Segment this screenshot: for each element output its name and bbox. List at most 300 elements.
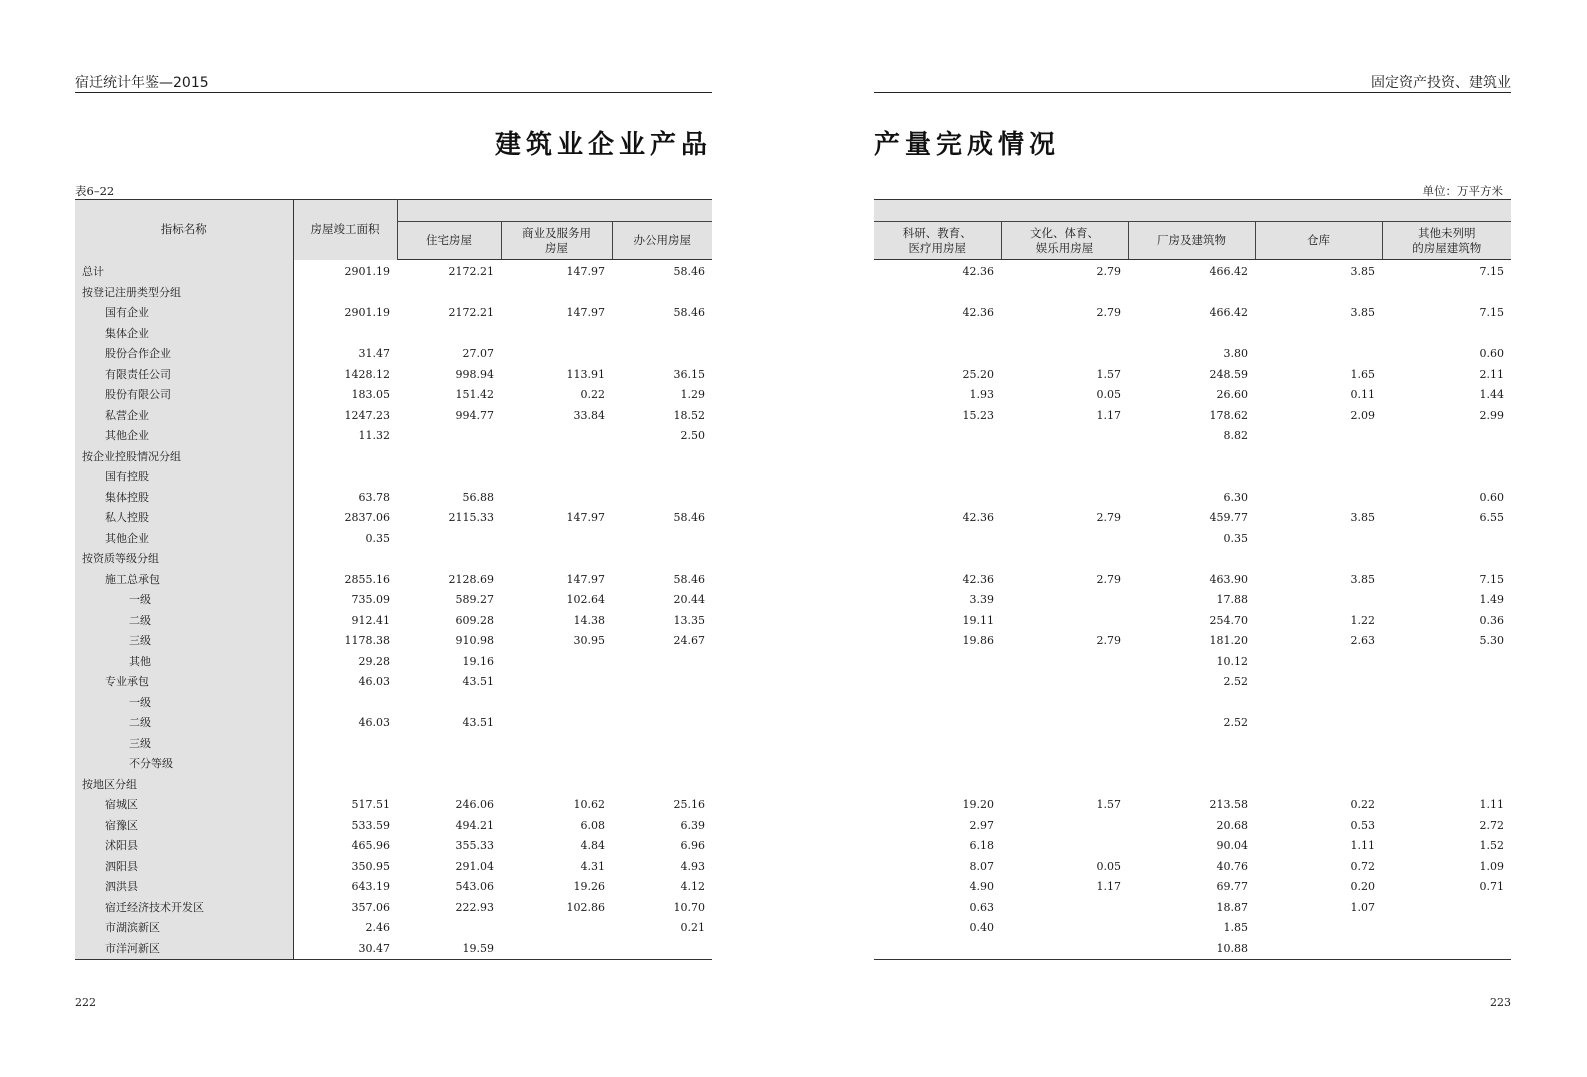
cell-value: 0.60 [1479,347,1504,361]
cell-value [1255,426,1382,447]
header-warehouse: 仓库 [1255,222,1382,260]
cell-value: 2.72 [1479,818,1504,832]
cell-value [1382,283,1511,304]
table-row [75,693,712,714]
cell-value [874,939,1001,960]
cell-value [1001,693,1128,714]
cell-value: 113.91 [566,367,605,381]
cell-value [612,529,712,550]
cell-value: 466.42 [1209,306,1248,320]
cell-value: 58.46 [673,265,706,279]
cell-value: 15.23 [962,408,994,422]
cell-value: 7.15 [1479,265,1504,279]
cell-value [293,754,397,775]
table-row [874,549,1511,570]
cell-value: 46.03 [358,716,390,730]
cell-value: 1.44 [1479,388,1504,402]
cell-value [1001,754,1128,775]
cell-value: 643.19 [351,880,390,894]
cell-value [1382,447,1511,468]
cell-value: 466.42 [1209,265,1248,279]
table-body-left [75,260,712,960]
cell-value [1001,939,1128,960]
table-row [874,898,1511,919]
cell-value [1255,693,1382,714]
left-page [75,0,712,1077]
cell-value: 2115.33 [448,511,494,525]
cell-value [1255,467,1382,488]
cell-value [612,754,712,775]
cell-value: 2128.69 [448,572,494,586]
cell-value [1001,611,1128,632]
table-row [75,734,712,755]
header-residential: 住宅房屋 [397,222,501,260]
row-label: 私营企业 [75,406,293,427]
cell-value [1382,529,1511,550]
row-label: 股份有限公司 [75,385,293,406]
cell-value: 58.46 [673,572,706,586]
cell-value: 1.09 [1479,859,1504,873]
cell-value: 30.47 [358,941,390,955]
cell-value: 1.11 [1479,798,1504,812]
cell-value: 2.11 [1479,367,1504,381]
cell-value: 248.59 [1209,367,1248,381]
cell-value [501,775,612,796]
table-row [874,467,1511,488]
cell-value: 0.40 [969,921,994,935]
row-label: 市洋河新区 [75,939,293,960]
cell-value: 46.03 [358,675,390,689]
table-row [75,836,712,857]
cell-value: 6.96 [680,839,706,853]
cell-value [397,529,501,550]
cell-value: 19.26 [573,880,605,894]
cell-value [1255,734,1382,755]
cell-value [1001,836,1128,857]
table-row [874,283,1511,304]
header-factory: 厂房及建筑物 [1128,222,1255,260]
cell-value [293,734,397,755]
cell-value: 69.77 [1216,880,1248,894]
cell-value: 2.52 [1223,675,1248,689]
cell-value [397,693,501,714]
cell-value [1128,754,1255,775]
cell-value: 11.32 [358,429,390,443]
cell-value [874,775,1001,796]
cell-value [501,344,612,365]
cell-value [1001,447,1128,468]
cell-value [1128,549,1255,570]
cell-value: 0.36 [1479,613,1504,627]
cell-value [1382,713,1511,734]
cell-value [612,652,712,673]
cell-value [1001,488,1128,509]
cell-value: 1247.23 [344,408,390,422]
cell-value [1001,918,1128,939]
cell-value [874,447,1001,468]
table-title-part2: 产量完成情况 [874,130,1061,160]
cell-value: 3.39 [969,593,994,607]
cell-value [397,447,501,468]
table-row [874,631,1511,652]
cell-value [1128,775,1255,796]
header-office: 办公用房屋 [612,222,712,260]
cell-value: 58.46 [673,511,706,525]
cell-value: 2.79 [1096,634,1121,648]
table-row [874,857,1511,878]
cell-value [612,775,712,796]
row-label: 一级 [75,693,293,714]
cell-value: 355.33 [455,839,494,853]
data-table-left [75,199,712,960]
data-table-right [874,199,1511,960]
cell-value [1382,775,1511,796]
cell-value [1255,754,1382,775]
table-row [874,775,1511,796]
cell-value: 463.90 [1209,572,1248,586]
cell-value: 31.47 [358,347,390,361]
cell-value: 17.88 [1216,593,1248,607]
cell-value: 213.58 [1209,798,1248,812]
cell-value: 147.97 [566,511,605,525]
cell-value [1128,283,1255,304]
cell-value: 0.05 [1096,388,1121,402]
table-row [874,611,1511,632]
cell-value [1255,447,1382,468]
cell-value: 517.51 [351,798,390,812]
cell-value: 357.06 [351,900,390,914]
cell-value: 2.99 [1479,408,1504,422]
cell-value: 58.46 [673,306,706,320]
cell-value [1128,467,1255,488]
cell-value: 27.07 [462,347,494,361]
cell-value: 6.08 [580,818,605,832]
cell-value [1255,283,1382,304]
table-row [874,672,1511,693]
cell-value: 735.09 [351,593,390,607]
cell-value [293,447,397,468]
page-number-left: 222 [75,996,96,1009]
table-row [75,713,712,734]
row-label: 集体企业 [75,324,293,345]
table-row [874,652,1511,673]
cell-value [1255,344,1382,365]
cell-value: 8.82 [1223,429,1248,443]
row-label: 三级 [75,631,293,652]
table-row [75,260,712,283]
row-label: 三级 [75,734,293,755]
cell-value [293,283,397,304]
cell-value: 2.50 [680,429,706,443]
cell-value: 147.97 [566,306,605,320]
table-row [75,775,712,796]
cell-value [397,283,501,304]
cell-value [612,488,712,509]
row-label: 股份合作企业 [75,344,293,365]
cell-value [1382,734,1511,755]
cell-value: 254.70 [1209,613,1248,627]
row-label: 泗阳县 [75,857,293,878]
row-label: 按企业控股情况分组 [75,447,293,468]
table-number: 表6–22 [75,184,115,198]
cell-value: 3.85 [1350,511,1375,525]
cell-value [874,652,1001,673]
cell-value [1001,426,1128,447]
cell-value: 178.62 [1209,408,1248,422]
table-row [874,877,1511,898]
cell-value [874,467,1001,488]
cell-value: 1.29 [680,388,706,402]
cell-value: 8.07 [969,859,994,873]
cell-value [874,693,1001,714]
table-row [874,406,1511,427]
table-row [75,529,712,550]
header-group-blank-right [874,200,1511,222]
table-row [874,754,1511,775]
cell-value [1001,590,1128,611]
cell-value [397,467,501,488]
header-other-label: 其他未列明 的房屋建筑物 [1412,225,1482,255]
cell-value: 2.52 [1223,716,1248,730]
cell-value: 0.53 [1350,818,1375,832]
cell-value [1001,549,1128,570]
row-label: 不分等级 [75,754,293,775]
cell-value: 0.72 [1350,859,1375,873]
cell-value [874,324,1001,345]
table-row [75,303,712,324]
cell-value: 1.17 [1096,408,1121,422]
row-label: 按资质等级分组 [75,549,293,570]
row-label: 二级 [75,611,293,632]
cell-value: 24.67 [673,634,706,648]
table-row [75,467,712,488]
table-row [75,795,712,816]
cell-value: 910.98 [455,634,494,648]
cell-value [874,529,1001,550]
table-row [75,426,712,447]
row-label: 按地区分组 [75,775,293,796]
table-row [75,508,712,529]
cell-value: 3.80 [1223,347,1248,361]
cell-value [1001,713,1128,734]
table-row [874,734,1511,755]
cell-value [1255,549,1382,570]
table-row [874,344,1511,365]
cell-value: 20.68 [1216,818,1248,832]
cell-value [1255,775,1382,796]
cell-value: 994.77 [455,408,494,422]
header-commercial-label: 商业及服务用 房屋 [522,225,591,255]
cell-value: 0.35 [1223,531,1248,545]
table-row [75,754,712,775]
cell-value: 2855.16 [344,572,390,586]
cell-value: 1.57 [1096,367,1121,381]
cell-value: 459.77 [1209,511,1248,525]
cell-value [501,652,612,673]
cell-value: 0.21 [680,921,706,935]
cell-value [293,467,397,488]
header-commercial [501,222,612,260]
cell-value: 18.52 [673,408,706,422]
cell-value [397,734,501,755]
cell-value [501,754,612,775]
table-row [874,795,1511,816]
header-research [874,222,1001,260]
cell-value: 1.52 [1479,839,1504,853]
row-label: 集体控股 [75,488,293,509]
cell-value [1001,324,1128,345]
cell-value: 6.55 [1479,511,1504,525]
cell-value: 1.57 [1096,798,1121,812]
cell-value [1382,754,1511,775]
cell-value: 2837.06 [344,511,390,525]
cell-value [874,672,1001,693]
cell-value: 19.59 [462,941,494,955]
cell-value: 6.39 [680,818,706,832]
cell-value [612,344,712,365]
cell-value: 589.27 [455,593,494,607]
header-culture [1001,222,1128,260]
cell-value: 10.12 [1216,654,1248,668]
cell-value: 0.11 [1350,388,1375,402]
cell-value [1255,488,1382,509]
cell-value: 1.11 [1350,839,1375,853]
cell-value: 1.07 [1350,900,1375,914]
cell-value [1255,672,1382,693]
row-label: 宿豫区 [75,816,293,837]
cell-value: 2.97 [969,818,994,832]
cell-value [397,324,501,345]
table-row [75,816,712,837]
row-label: 总计 [75,260,293,283]
table-row [874,385,1511,406]
cell-value [1001,529,1128,550]
cell-value [1001,652,1128,673]
cell-value [501,488,612,509]
cell-value: 14.38 [573,613,605,627]
row-label: 一级 [75,590,293,611]
cell-value [1001,734,1128,755]
cell-value [501,713,612,734]
cell-value: 10.88 [1216,941,1248,955]
cell-value: 543.06 [455,880,494,894]
cell-value: 2172.21 [448,265,494,279]
cell-value: 1.22 [1350,613,1375,627]
header-culture-label: 文化、体育、 娱乐用房屋 [1030,225,1099,255]
cell-value: 998.94 [455,367,494,381]
cell-value [501,324,612,345]
cell-value [612,324,712,345]
cell-value: 102.86 [566,900,605,914]
row-label: 宿迁经济技术开发区 [75,898,293,919]
cell-value [1001,467,1128,488]
cell-value [293,324,397,345]
cell-value [612,447,712,468]
cell-value: 42.36 [962,265,994,279]
yearbook-title: 宿迁统计年鉴—2015 [75,75,209,91]
cell-value: 151.42 [455,388,494,402]
table-row [874,590,1511,611]
cell-value: 533.59 [351,818,390,832]
cell-value: 2901.19 [344,306,390,320]
cell-value: 26.60 [1216,388,1248,402]
cell-value [1255,652,1382,673]
cell-value [1001,344,1128,365]
cell-value [1128,734,1255,755]
cell-value: 29.28 [358,654,390,668]
cell-value [293,775,397,796]
cell-value [612,939,712,960]
cell-value: 6.18 [969,839,994,853]
cell-value [1255,713,1382,734]
cell-value: 2.63 [1350,634,1375,648]
cell-value: 0.71 [1479,880,1504,894]
cell-value: 5.30 [1479,634,1504,648]
table-row [75,590,712,611]
cell-value: 2.79 [1096,265,1121,279]
cell-value: 1.49 [1479,593,1504,607]
cell-value [1382,918,1511,939]
cell-value [1255,939,1382,960]
cell-value: 13.35 [673,613,706,627]
cell-value: 2.79 [1096,572,1121,586]
cell-value [501,693,612,714]
table-row [75,672,712,693]
cell-value: 3.85 [1350,265,1375,279]
cell-value: 40.76 [1216,859,1248,873]
row-label: 其他企业 [75,529,293,550]
cell-value [874,488,1001,509]
table-row [874,570,1511,591]
row-label: 其他企业 [75,426,293,447]
cell-value [501,549,612,570]
row-label: 其他 [75,652,293,673]
table-row [874,939,1511,960]
table-row [874,365,1511,386]
table-row [75,324,712,345]
row-label: 国有企业 [75,303,293,324]
row-label: 专业承包 [75,672,293,693]
cell-value: 10.62 [573,798,605,812]
table-row [75,918,712,939]
cell-value [1382,898,1511,919]
cell-value: 19.20 [962,798,994,812]
header-group-blank [397,200,712,222]
cell-value [1001,816,1128,837]
table-row [75,570,712,591]
table-row [75,631,712,652]
cell-value: 3.85 [1350,572,1375,586]
table-row [874,426,1511,447]
cell-value: 25.16 [673,798,706,812]
table-row [874,303,1511,324]
cell-value [501,447,612,468]
chapter-title: 固定资产投资、建筑业 [1371,75,1511,91]
cell-value [397,775,501,796]
cell-value [1255,324,1382,345]
header-indicator-name: 指标名称 [75,200,293,260]
table-row [75,385,712,406]
cell-value [501,426,612,447]
cell-value: 10.70 [673,900,706,914]
row-label: 宿城区 [75,795,293,816]
cell-value: 42.36 [962,572,994,586]
cell-value: 4.90 [969,880,994,894]
cell-value: 1178.38 [344,634,390,648]
cell-value [397,549,501,570]
cell-value [1382,672,1511,693]
row-label: 有限责任公司 [75,365,293,386]
